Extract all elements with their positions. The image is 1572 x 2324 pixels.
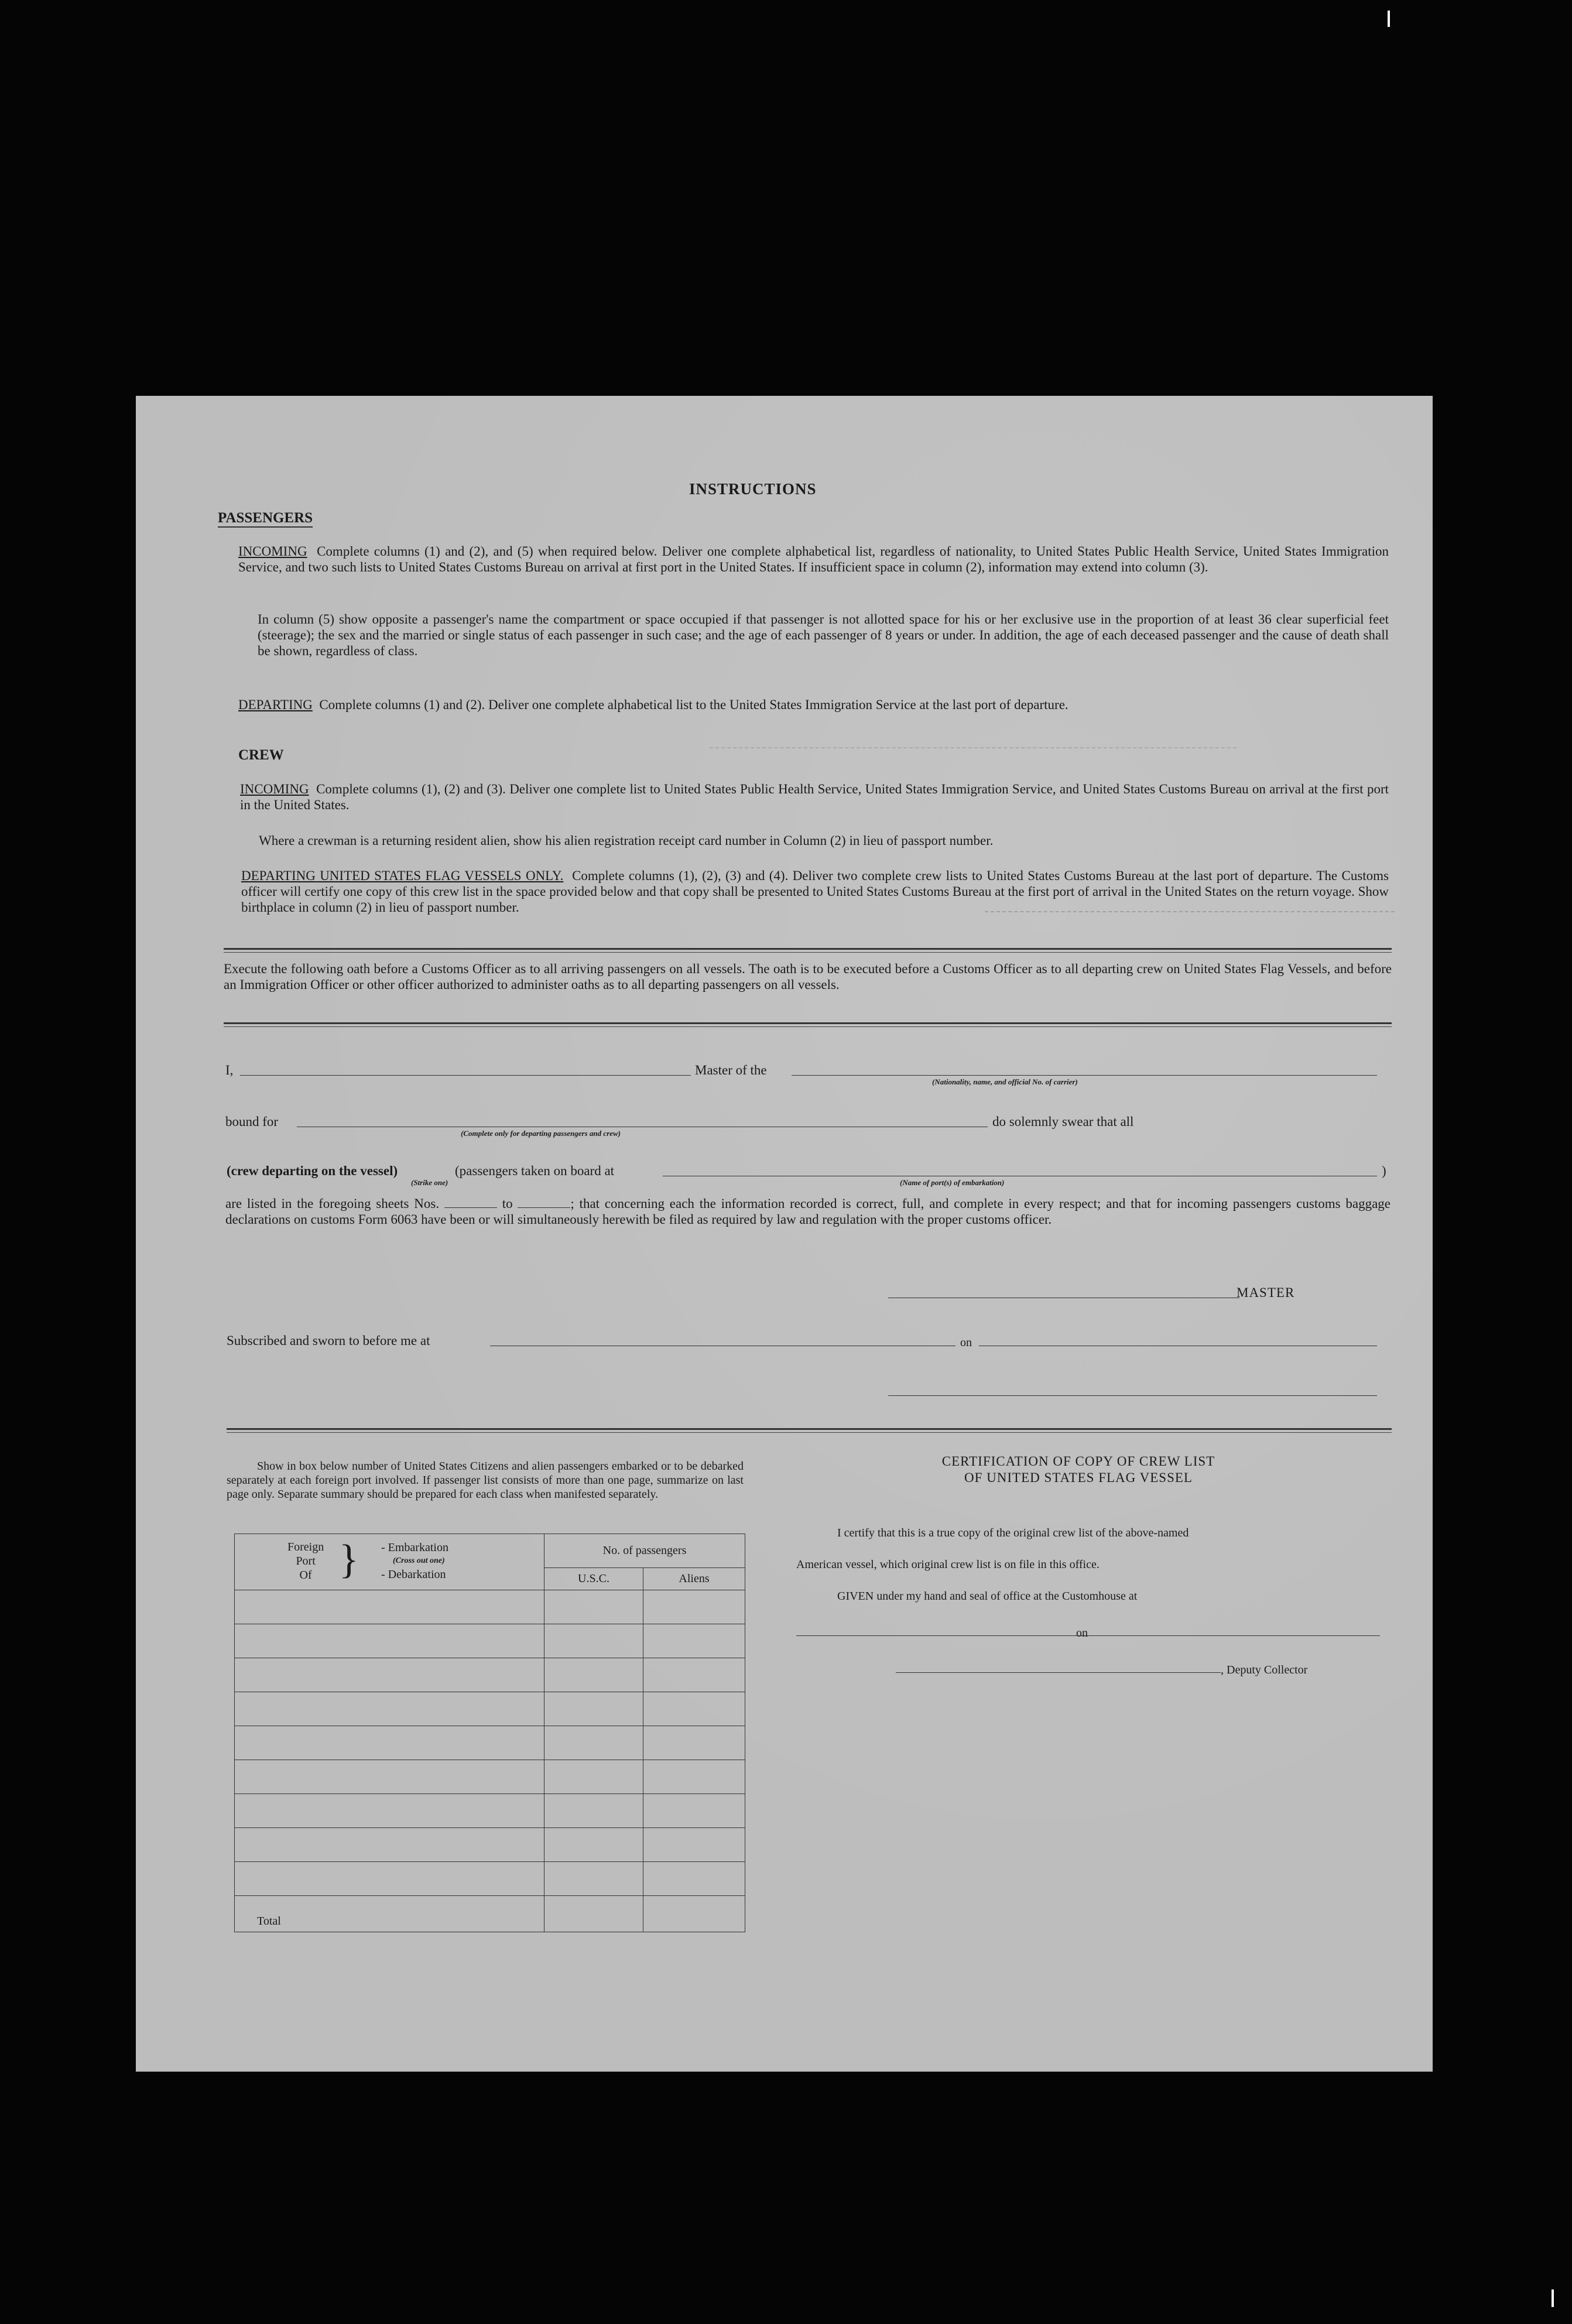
carrier-note: (Nationality, name, and official No. of carrier)	[932, 1077, 1078, 1086]
page-title: INSTRUCTIONS	[689, 480, 817, 498]
certify-line1: I certify that this is a true copy of the original crew list of the above-named	[837, 1526, 1189, 1539]
passengers-departing-text	[238, 697, 1389, 713]
aliens-cell[interactable]	[643, 1794, 745, 1828]
table-row	[235, 1726, 745, 1760]
tally-instructions: Show in box below number of United States Citizens and alien passengers embarked or to be debarked separately at each foreign port involved. If passenger list consists of more than one page, summarize on last page only. Separate summary should be prepared for each class when manifested separately.	[227, 1460, 744, 1501]
section-divider	[224, 952, 1392, 953]
crew-departing-text	[241, 868, 1389, 915]
section-divider	[224, 948, 1392, 950]
passengers-incoming-text	[238, 543, 1389, 575]
passenger-tally-table	[234, 1534, 745, 1932]
strike-one-note: (Strike one)	[411, 1178, 448, 1187]
officer-signature-field[interactable]	[888, 1395, 1377, 1396]
section-divider	[227, 1432, 1392, 1433]
table-row	[235, 1828, 745, 1862]
scan-mark	[1388, 11, 1390, 27]
crew-departing-body: Complete columns (1), (2), (3) and (4). Deliver two complete crew lists to United States Customs Bureau at the last port of departure. The Customs officer will certify one copy of this crew list in the space provided below and that copy shall be presented to United States Customs Bureau at the first port of arrival in the United States on the return voyage. Show birthplace in column (2) in lieu of passport number.	[241, 868, 1389, 915]
port-cell[interactable]	[235, 1658, 544, 1692]
customhouse-field[interactable]	[796, 1635, 1148, 1636]
departing-label: DEPARTING	[238, 697, 313, 712]
subscribed-label: Subscribed and sworn to before me at	[227, 1333, 430, 1348]
oath-i-label: I,	[225, 1063, 234, 1077]
usc-cell[interactable]	[544, 1794, 643, 1828]
section-divider	[224, 1026, 1392, 1027]
aliens-cell[interactable]	[643, 1760, 745, 1794]
listed-text-a: are listed in the foregoing sheets Nos.	[225, 1196, 440, 1211]
deputy-label: , Deputy Collector	[1221, 1664, 1308, 1676]
deputy-signature-field[interactable]	[896, 1672, 1221, 1673]
crew-departing-label: DEPARTING UNITED STATES FLAG VESSELS ONLY.	[241, 868, 564, 883]
port-cell[interactable]	[235, 1794, 544, 1828]
port-cell[interactable]	[235, 1726, 544, 1760]
given-text: GIVEN under my hand and seal of office at the Customhouse at	[837, 1590, 1138, 1603]
passengers-heading: PASSENGERS	[218, 510, 313, 528]
master-label: MASTER	[1237, 1285, 1295, 1300]
oath-intro: Execute the following oath before a Customs Officer as to all arriving passengers on all vessels. The oath is to be executed before a Customs Officer as to all departing crew on United States Flag Vessels, and before an Immigration Officer or other officer authorized to administer oaths as to all departing passengers on all vessels.	[224, 961, 1392, 992]
table-row	[235, 1862, 745, 1896]
table-row	[235, 1692, 745, 1726]
crew-departing-option[interactable]: (crew departing on the vessel)	[227, 1163, 398, 1178]
aliens-cell[interactable]	[643, 1726, 745, 1760]
port-label: Port	[296, 1554, 316, 1567]
certification-title-line1: CERTIFICATION OF COPY OF CREW LIST	[941, 1454, 1215, 1469]
crew-incoming-label: INCOMING	[240, 782, 309, 796]
aliens-cell[interactable]	[643, 1828, 745, 1862]
total-label: Total	[235, 1896, 544, 1932]
usc-header: U.S.C.	[544, 1568, 643, 1590]
aliens-cell[interactable]	[643, 1692, 745, 1726]
cross-out-note: (Cross out one)	[393, 1556, 445, 1565]
incoming-body: Complete columns (1) and (2), and (5) when required below. Deliver one complete alphabetical list, regardless of nationality, to United States Public Health Service, United States Immigration Service, and two such lists to United States Customs Bureau on arrival at first port in the United States. If insufficient space in column (2), information may extend into column (3).	[238, 544, 1389, 574]
table-row	[235, 1794, 745, 1828]
port-cell[interactable]	[235, 1862, 544, 1896]
crew-incoming-body: Complete columns (1), (2) and (3). Deliver one complete list to United States Public Health Service, United States Immigration Service, and United States Customs Bureau on arrival at the first port in the United States.	[240, 782, 1389, 812]
column5-text: In column (5) show opposite a passenger's name the compartment or space occupied if that passenger is not allotted space for his or her exclusive use in the proportion of at least 36 clear superficial feet (steerage); the sex and the married or single status of each passenger in such case; and the age of each passenger of 8 years or under. In addition, the age of each deceased passenger and the cause of death shall be shown, regardless of class.	[258, 612, 1389, 658]
bracket-icon: }	[339, 1536, 359, 1582]
crew-incoming-text	[240, 781, 1389, 813]
bleed-through	[710, 747, 1237, 772]
listed-text-b: ; that concerning each the information recorded is correct, full, and complete in every respect; and that for incoming passengers customs baggage declarations on customs Form 6063 have been or will simultaneously herewith be filed as required by law and regulation with the proper customs officer.	[225, 1196, 1391, 1227]
ports-note: (Name of port(s) of embarkation)	[900, 1178, 1005, 1187]
usc-total-cell[interactable]	[544, 1896, 643, 1932]
passengers-taken-option[interactable]: (passengers taken on board at	[455, 1163, 615, 1178]
master-of-label: Master of the	[695, 1063, 767, 1077]
cert-on-label: on	[1076, 1627, 1088, 1640]
of-label: Of	[299, 1568, 312, 1582]
close-paren: )	[1382, 1163, 1386, 1178]
aliens-total-cell[interactable]	[643, 1896, 745, 1932]
incoming-label: INCOMING	[238, 544, 307, 559]
usc-cell[interactable]	[544, 1828, 643, 1862]
carrier-field[interactable]	[792, 1075, 1377, 1076]
crew-resident-text: Where a crewman is a returning resident alien, show his alien registration receipt card number in Column (2) in lieu of passport number.	[259, 833, 994, 848]
foreign-label: Foreign	[287, 1540, 324, 1553]
section-divider	[227, 1428, 1392, 1430]
table-row	[235, 1760, 745, 1794]
bleed-through	[985, 911, 1395, 947]
total-row	[235, 1896, 745, 1932]
listed-sheets-text	[225, 1196, 1391, 1227]
swear-text: do solemnly swear that all	[992, 1114, 1134, 1129]
section-divider	[224, 1022, 1392, 1024]
certification-title-line2: OF UNITED STATES FLAG VESSEL	[964, 1470, 1193, 1485]
debarkation-option[interactable]: - Debarkation	[381, 1567, 446, 1581]
bound-for-label: bound for	[225, 1114, 279, 1129]
no-of-passengers-header: No. of passengers	[544, 1534, 745, 1568]
usc-cell[interactable]	[544, 1692, 643, 1726]
form-sheet	[136, 396, 1433, 2072]
on-label: on	[960, 1336, 972, 1349]
departing-body: Complete columns (1) and (2). Deliver one complete alphabetical list to the United States Immigration Service at the last port of departure.	[319, 697, 1068, 712]
crew-heading: CREW	[238, 747, 284, 763]
table-row	[235, 1658, 745, 1692]
aliens-cell[interactable]	[643, 1624, 745, 1658]
aliens-cell[interactable]	[643, 1862, 745, 1896]
port-cell[interactable]	[235, 1692, 544, 1726]
scan-mark	[1552, 2289, 1554, 2307]
certify-line2: American vessel, which original crew list is on file in this office.	[796, 1558, 1100, 1571]
bound-for-note: (Complete only for departing passengers and crew)	[461, 1129, 621, 1138]
sheet-from-field[interactable]	[444, 1207, 497, 1208]
table-row	[235, 1624, 745, 1658]
port-cell[interactable]	[235, 1828, 544, 1862]
aliens-cell[interactable]	[643, 1590, 745, 1624]
listed-to: to	[502, 1196, 513, 1211]
usc-cell[interactable]	[544, 1624, 643, 1658]
cert-date-field[interactable]	[1096, 1635, 1380, 1636]
aliens-header: Aliens	[643, 1568, 745, 1590]
port-cell[interactable]	[235, 1624, 544, 1658]
sheet-to-field[interactable]	[518, 1207, 570, 1208]
port-cell[interactable]	[235, 1760, 544, 1794]
aliens-cell[interactable]	[643, 1658, 745, 1692]
certification-title	[815, 1453, 1342, 1486]
usc-cell[interactable]	[544, 1658, 643, 1692]
usc-cell[interactable]	[544, 1726, 643, 1760]
usc-cell[interactable]	[544, 1862, 643, 1896]
table-row	[235, 1590, 745, 1624]
embarkation-option[interactable]: - Embarkation	[381, 1541, 448, 1554]
usc-cell[interactable]	[544, 1760, 643, 1794]
master-name-field[interactable]	[240, 1075, 691, 1076]
usc-cell[interactable]	[544, 1590, 643, 1624]
port-cell[interactable]	[235, 1590, 544, 1624]
